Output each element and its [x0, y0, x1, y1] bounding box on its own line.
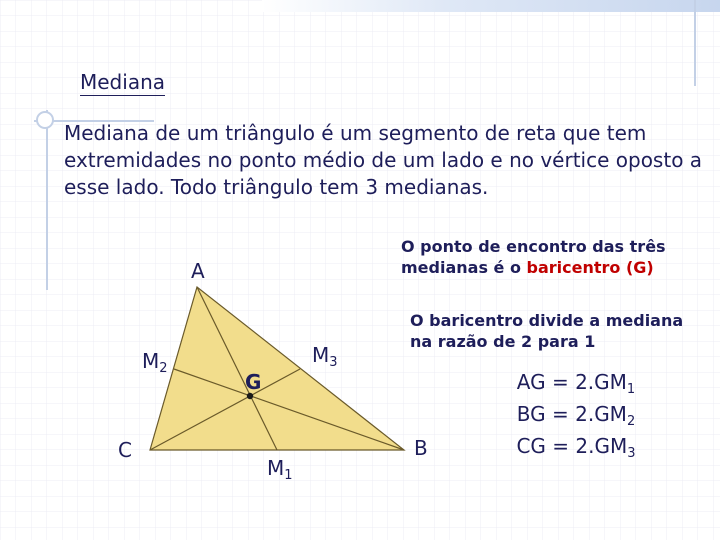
- midpoint-m1-label: $M_1$: [267, 456, 293, 483]
- ratio-cg: CG = $2.GM_3$: [516, 434, 636, 461]
- triangle-abc: [150, 287, 404, 450]
- vertex-b-label: B: [414, 436, 428, 460]
- midpoint-m2-label: $M_2$: [142, 349, 168, 376]
- midpoint-m3-label: $M_3$: [312, 343, 338, 370]
- vertex-c-label: C: [118, 438, 132, 462]
- intersection-note-text: O ponto de encontro das três medianas é o: [401, 237, 666, 277]
- ratio-bg: BG = $2.GM_2$: [516, 402, 636, 429]
- vertex-a-label: A: [191, 259, 205, 283]
- centroid-term: baricentro (G): [526, 258, 654, 277]
- slide-title: Mediana: [80, 70, 165, 94]
- ratio-ag: AG = $2.GM_1$: [516, 370, 636, 397]
- centroid-label: G: [245, 370, 262, 394]
- definition-text: Mediana de um triângulo é um segmento de reta que tem extremidades no ponto médio de um lado e no vértice oposto a esse lado. Todo triângulo tem 3 medianas.: [64, 121, 703, 199]
- ratio-note: O baricentro divide a mediana na razão de 2 para 1: [410, 311, 684, 351]
